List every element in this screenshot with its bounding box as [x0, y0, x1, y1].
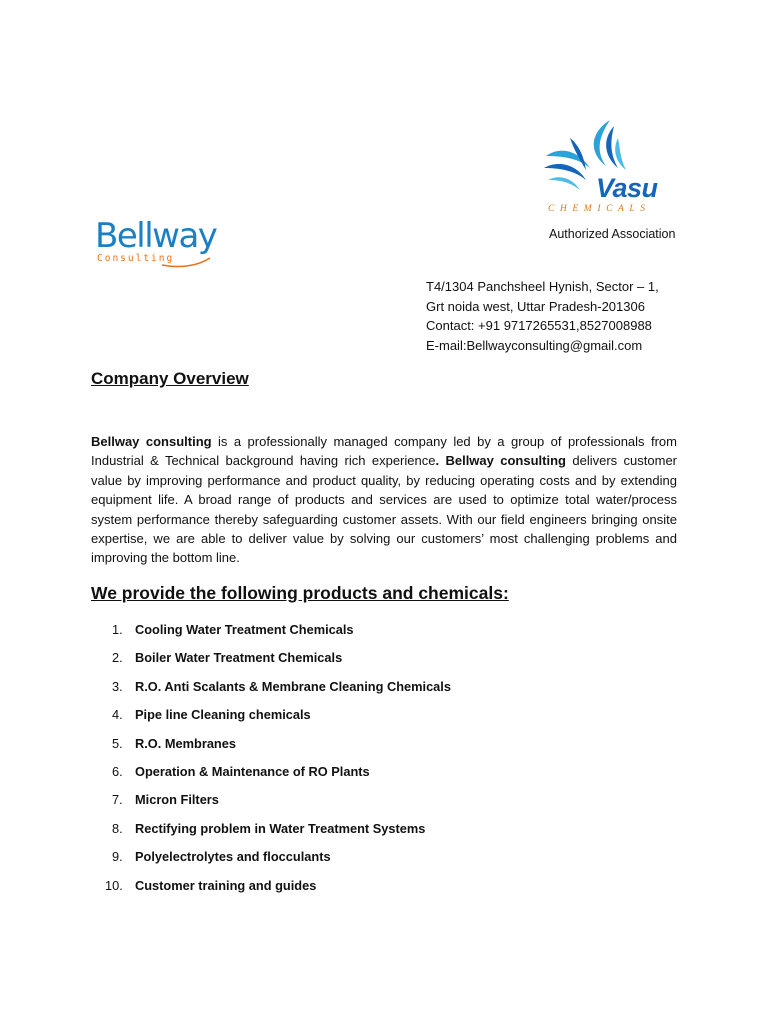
list-item [100, 707, 451, 735]
company-overview-heading: Company Overview [91, 369, 249, 388]
overview-period: . [435, 453, 446, 469]
company-name-bold: Bellway consulting [91, 434, 212, 449]
list-item [100, 679, 451, 707]
list-item-number: 6. [112, 763, 123, 779]
bellway-brand-name: Bellway [95, 216, 217, 256]
authorized-association-caption: Authorized Association [549, 227, 676, 241]
vasu-brand-subtitle: CHEMICALS [548, 204, 651, 214]
list-item-label: Boiler Water Treatment Chemicals [135, 650, 343, 666]
overview-paragraph [91, 432, 677, 568]
list-item-label: Operation & Maintenance of RO Plants [135, 763, 370, 779]
products-heading: We provide the following products and chemicals: [91, 583, 509, 603]
address-block [426, 277, 659, 355]
list-item-number: 3. [112, 678, 123, 694]
list-item-number: 4. [112, 707, 123, 723]
contact-phone: Contact: +91 9717265531,8527008988 [426, 318, 652, 333]
list-item-number: 1. [112, 622, 123, 637]
address-line-2: Grt noida west, Uttar Pradesh-201306 [426, 298, 645, 314]
list-item-number: 9. [112, 849, 123, 865]
list-item-number: 5. [112, 735, 123, 751]
list-item-number: 8. [112, 820, 123, 836]
list-item-label: Customer training and guides [135, 877, 317, 893]
list-item-label: Rectifying problem in Water Treatment Systems [135, 820, 426, 836]
company-name-bold-2: Bellway consulting [445, 453, 566, 469]
overview-text-2: delivers customer value by improving performance and product quality, by reducing operating costs and by extending equipment life. A broad range of products and services are used to optimize total water/process system performance thereby safeguarding customer assets. With our field engineers bringing onsite expertise, we are able to deliver value by solving our customers’ most challenging problems and improving the bottom line. [91, 453, 678, 566]
list-item [100, 821, 451, 849]
list-item [100, 622, 451, 650]
list-item-number: 10. [105, 877, 123, 893]
list-item [100, 736, 451, 764]
list-item-label: Pipe line Cleaning chemicals [135, 707, 311, 723]
list-item [100, 792, 451, 820]
list-item-label: R.O. Anti Scalants & Membrane Cleaning Chemicals [135, 678, 451, 694]
list-item [100, 764, 451, 792]
overview-text-1: is a professionally managed company led by a group of professionals from Industrial & Technical background having rich experience [91, 434, 677, 469]
list-item-number: 7. [112, 792, 123, 808]
vasu-brand-name: Vasu [596, 173, 658, 203]
list-item-label: Polyelectrolytes and flocculants [135, 849, 331, 865]
contact-email: E-mail:Bellwayconsulting@gmail.com [426, 337, 643, 353]
list-item-label: Cooling Water Treatment Chemicals [135, 622, 354, 637]
bellway-brand-subtitle: Consulting [97, 253, 175, 264]
bellway-swoosh-icon [160, 255, 212, 269]
list-item [100, 650, 451, 678]
list-item [100, 849, 451, 877]
address-line-1: T4/1304 Panchsheel Hynish, Sector – 1, [426, 279, 659, 294]
list-item-label: R.O. Membranes [135, 735, 236, 751]
list-item-number: 2. [112, 650, 123, 666]
products-list [100, 622, 451, 906]
list-item [100, 878, 451, 906]
list-item-label: Micron Filters [135, 792, 219, 808]
